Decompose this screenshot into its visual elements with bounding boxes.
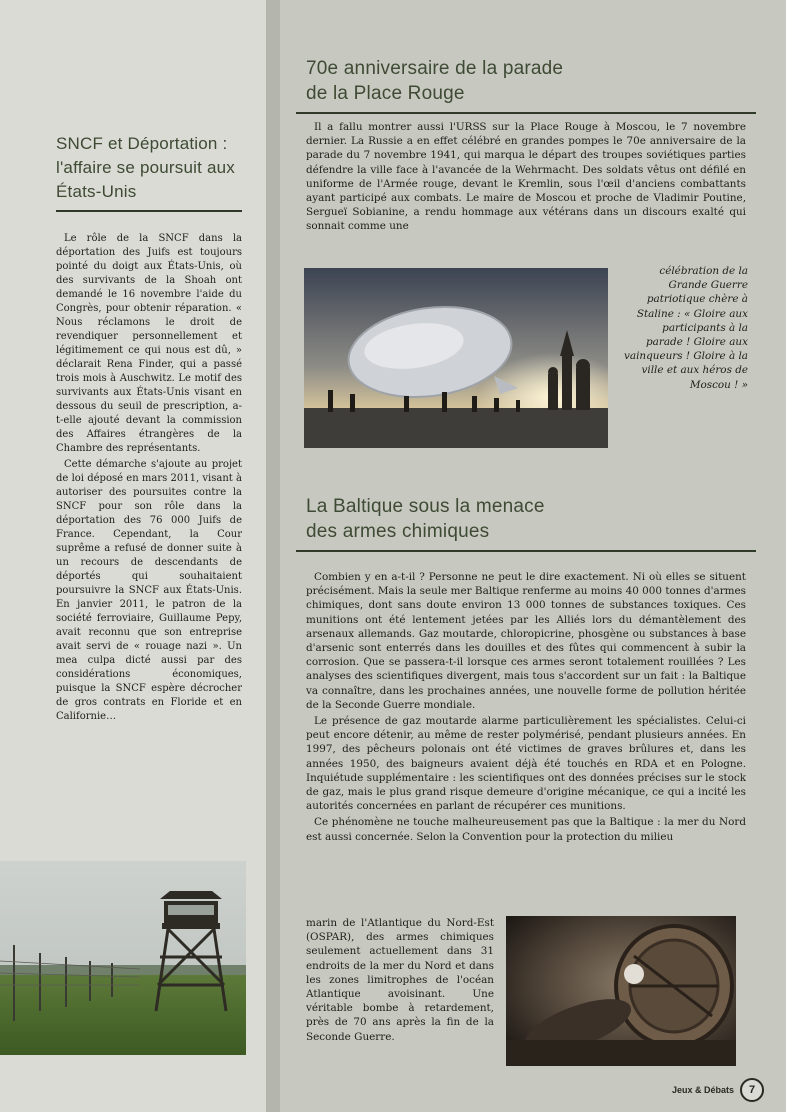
baltic-title-line1: La Baltique sous la menace (306, 496, 545, 517)
watchtower-image (0, 861, 246, 1055)
left-article-paragraph: Le rôle de la SNCF dans la déportation des Juifs est toujours pointé du doigt aux États-Unis, où des survivants de la Shoah ont demandé le 16 novembre l'aide du Congrès, pour obtenir réparation. « Nous réclamons le droit de revendiquer personnellement et légitimement ce qui nous est dû, » déclarait Rena Finder, qui a passé trois mois à Auschwitz. Le motif des survivants aux États-Unis visant en dessous du seuil de prescription, a-t-elle ajouté devant la commission des Affaires étrangères de la Chambre des représentants. (56, 233, 242, 454)
red-square-image (304, 268, 608, 448)
parade-title-line1: 70e anniversaire de la parade (306, 58, 564, 79)
magazine-section-label: Jeux & Débats (671, 1085, 734, 1095)
page-footer (672, 1078, 764, 1102)
baltic-title-line2: des armes chimiques (306, 521, 490, 542)
baltic-article-side-text: marin de l'Atlantique du Nord-Est (OSPAR), des armes chimiques seulement actuellement dans 31 endroits de la mer du Nord et dans les zones limitrophes de l'océan Atlantique avoisinant. Une véritable bombe à retardement, près de 70 ans après la fin de la Seconde Guerre. (306, 917, 494, 1043)
parade-article-rule (296, 112, 756, 114)
munitions-image (506, 916, 736, 1066)
left-article-title: SNCF et Déportation : l'affaire se poursuit aux États-Unis (56, 134, 235, 201)
baltic-article-paragraph: Ce phénomène ne touche malheureusement pas que la Baltique : la mer du Nord est aussi concernée. Selon la Convention pour la protection du milieu (306, 816, 746, 843)
left-article-rule (56, 210, 242, 212)
baltic-article-title (306, 494, 736, 544)
left-article-body (56, 232, 242, 832)
column-gutter (266, 0, 280, 1112)
parade-article-title (306, 56, 736, 106)
watchtower-photo (0, 861, 246, 1055)
page-number: 7 (740, 1078, 764, 1102)
baltic-article-rule (296, 550, 756, 552)
parade-title-line2: de la Place Rouge (306, 83, 465, 104)
munitions-photo (506, 916, 736, 1066)
parade-article-side-text: célébration de la Grande Guerre patriotique chère à Staline : « Gloire aux participants à la parade ! Gloire aux vainqueurs ! Gloire à la ville et aux héros de Moscou ! » (624, 265, 748, 391)
parade-article-body: Il a fallu montrer aussi l'URSS sur la Place Rouge à Moscou, le 7 novembre dernier. La Russie a en effet célébré en grandes pompes le 70e anniversaire de la parade du 7 novembre 1941, qui marqua le départ des troupes soviétiques parties défendre la ville face à l'avancée de la Wehrmacht. Des soldats vêtus ont défilé en uniforme de l'Armée rouge, devant le Kremlin, sous l'œil d'anciens combattants ayant participé aux combats. Le maire de Moscou et proche de Vladimir Poutine, Sergueï Sobianine, a rendu hommage aux vétérans dans un discours exalté qui sonnait comme une (306, 121, 746, 233)
red-square-photo (304, 268, 608, 448)
baltic-article-body (306, 570, 746, 916)
baltic-article-paragraph: Le présence de gaz moutarde alarme particulièrement les spécialistes. Celui-ci peut encore détenir, au même de rester polymérisé, pendant plusieurs années. En 1997, des pêcheurs polonais ont été victimes de graves brûlures et, dans les années 1950, des baigneurs avaient déjà été touchés en RDA et en Pologne. Inquiétude supplémentaire : les scientifiques ont des données précises sur le stock de gaz, mais le plus grand risque demeure d'origine mécanique, ce qui a incité les autorités concernées en parlant de récupérer ces munitions. (306, 715, 746, 813)
baltic-article-paragraph: Combien y en a-t-il ? Personne ne peut le dire exactement. Ni où elles se situent précisément. Mais la seule mer Baltique renferme au moins 40 000 tonnes d'armes chimiques, dont sans doute environ 13 000 tonnes de substances toxiques. Ces munitions ont été lentement jetées par les Alliés lors du démantèlement des arsenaux allemands. Gaz moutarde, chloropicrine, phosgène ou substances à base d'arsenic sont enterrés dans les douilles et des fûtes qui commencent à subir la corrosion. Que se passera-t-il lorsque ces armes seront totalement rouillées ? Les analyses des scientifiques divergent, mais tous s'accordent sur un fait : la Baltique va connaître, dans les prochaines années, une nouvelle forme de pollution héritée de la Seconde Guerre mondiale. (306, 571, 746, 711)
left-article-paragraph: Cette démarche s'ajoute au projet de loi déposé en mars 2011, visant à autoriser des poursuites contre la SNCF pour son rôle dans la déportation des 76 000 Juifs de France. Cependant, la Cour suprême a refusé de donner suite à un recours de descendants de déportés qui souhaitaient poursuivre la SNCF aux États-Unis. En janvier 2011, le patron de la société ferroviaire, Guillaume Pepy, avait reconnu que son entreprise avait servi de « rouage nazi ». Un mea culpa dicté aussi par des considérations économiques, puisque la SNCF espère décrocher de gros contrats en Floride et en Californie… (56, 459, 242, 722)
